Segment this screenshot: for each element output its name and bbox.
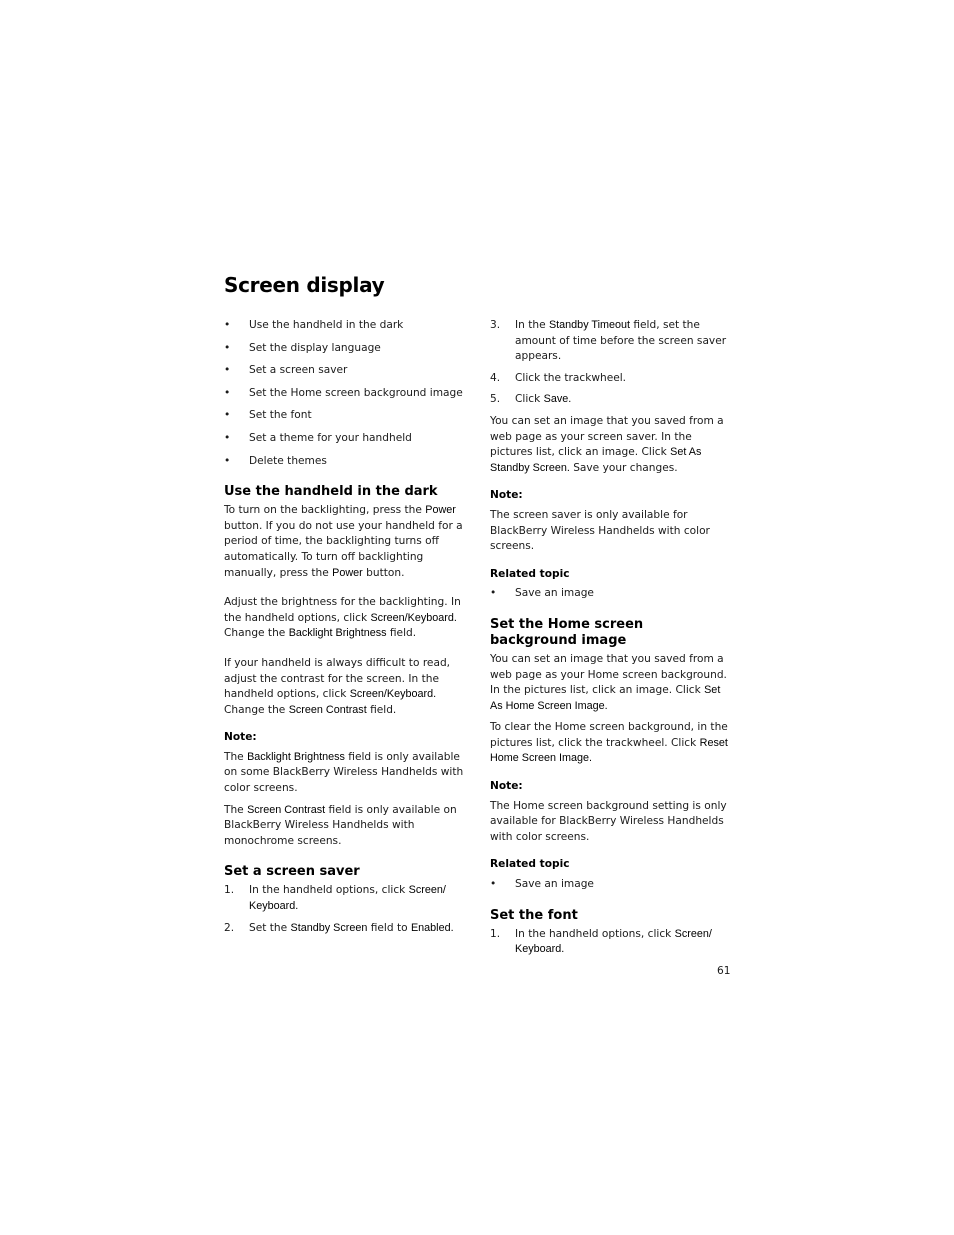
paragraph-home-image: You can set an image that you saved from a web page as your Home screen background. In the pictures list, click an image. Click Set As Home Screen Image. [490,652,727,712]
ui-term-save: Save. [543,393,572,406]
topic-list-item: • Delete themes [224,454,464,470]
related-topic-label: Related topic [490,858,570,871]
related-topic-link[interactable]: • Save an image [490,877,732,893]
ui-term-set-as-standby-screen: Set As Standby Screen. [490,446,702,474]
ui-term-backlight-brightness: Backlight Brightness [288,627,387,640]
paragraph-clear-home: To clear the Home screen background, in the pictures list, click the trackwheel. Click Reset Home Screen Image. [490,721,728,765]
steps-screen-saver [224,883,464,936]
related-topic-list [490,877,732,893]
paragraph-backlighting: To turn on the backlighting, press the Power button. If you do not use your handheld for a period of time, the backlighting turns off automatically. To turn off backlighting manually, press the Power button. [224,504,463,579]
related-topic-link[interactable]: • Save an image [490,586,732,602]
topic-list-item: • Use the handheld in the dark [224,318,464,334]
section-heading-dark: Use the handheld in the dark [224,484,438,500]
topic-list-item: • Set a screen saver [224,363,464,379]
step-item: 4. Click the trackwheel. [490,371,627,384]
ui-term-power: Power [425,504,456,517]
ui-term-screen-keyboard: Screen/Keyboard. [370,611,457,624]
note-label: Note: [224,731,257,744]
step-item: 2. Set the Standby Screen field to Enabled. [224,921,454,934]
ui-term-set-as-home-screen-image: Set As Home Screen Image. [490,684,721,712]
paragraph-standby-image: You can set an image that you saved from a web page as your screen saver. In the pictures list, click an image. Click Set As Standby Screen. Save your changes. [490,414,724,474]
paragraph-contrast: If your handheld is always difficult to read, adjust the contrast for the screen. In the handheld options, click Screen/Keyboard. Change the Screen Contrast field. [224,656,451,716]
note-text: The Home screen background setting is only available for BlackBerry Wireless Handhelds with color screens. [490,799,727,843]
topic-list-item: • Set the Home screen background image [224,386,464,402]
ui-term-standby-timeout: Standby Timeout [548,319,630,331]
page-title: Screen display [224,273,385,297]
related-topic-label: Related topic [490,567,570,580]
ui-term-reset-home-screen-image: Reset Home Screen Image. [490,736,728,765]
related-topic-list [490,586,732,602]
steps-screen-saver-continued [490,318,732,408]
note-text: The Screen Contrast field is only available on BlackBerry Wireless Handhelds with monochrome screens. [224,803,457,847]
step-item: 5. Click Save. [490,393,572,406]
note-text: The Backlight Brightness field is only available on some BlackBerry Wireless Handhelds with color screens. [224,750,464,795]
ui-term-backlight-brightness: Backlight Brightness [247,750,345,763]
topic-list-item: • Set the font [224,408,464,424]
ui-term-screen-keyboard: Screen/ Keyboard. [515,927,712,956]
topic-list-item: • Set the display language [224,341,464,357]
step-item: 1. In the handheld options, click Screen/ Keyboard. [224,884,446,913]
left-column [224,318,464,942]
note-text: The screen saver is only available for BlackBerry Wireless Handhelds with color screens. [490,508,710,553]
right-column [490,318,732,964]
page-number: 61 [717,965,731,977]
step-item: 1. In the handheld options, click Screen/ Keyboard. [490,927,712,956]
topic-list [224,318,464,469]
step-item: 3. In the Standby Timeout field, set the amount of time before the screen saver appears. [490,319,727,363]
ui-term-enabled: Enabled. [410,921,454,934]
section-heading-font: Set the font [490,907,578,923]
note-label: Note: [490,780,523,793]
ui-term-screen-keyboard: Screen/ Keyboard. [249,884,446,913]
section-heading-screen-saver: Set a screen saver [224,864,360,880]
ui-term-screen-keyboard: Screen/Keyboard. [349,688,437,701]
note-label: Note: [490,489,523,502]
steps-font [490,927,732,958]
ui-term-screen-contrast: Screen Contrast [247,803,326,816]
section-heading-home-background: Set the Home screen background image [490,616,644,648]
ui-term-standby-screen: Standby Screen [290,921,368,934]
ui-term-power: Power [332,566,363,579]
paragraph-brightness: Adjust the brightness for the backlighting. In the handheld options, click Screen/Keyboard. Change the Backlight Brightness field. [224,596,461,640]
ui-term-screen-contrast: Screen Contrast [288,703,367,716]
topic-list-item: • Set a theme for your handheld [224,431,464,447]
